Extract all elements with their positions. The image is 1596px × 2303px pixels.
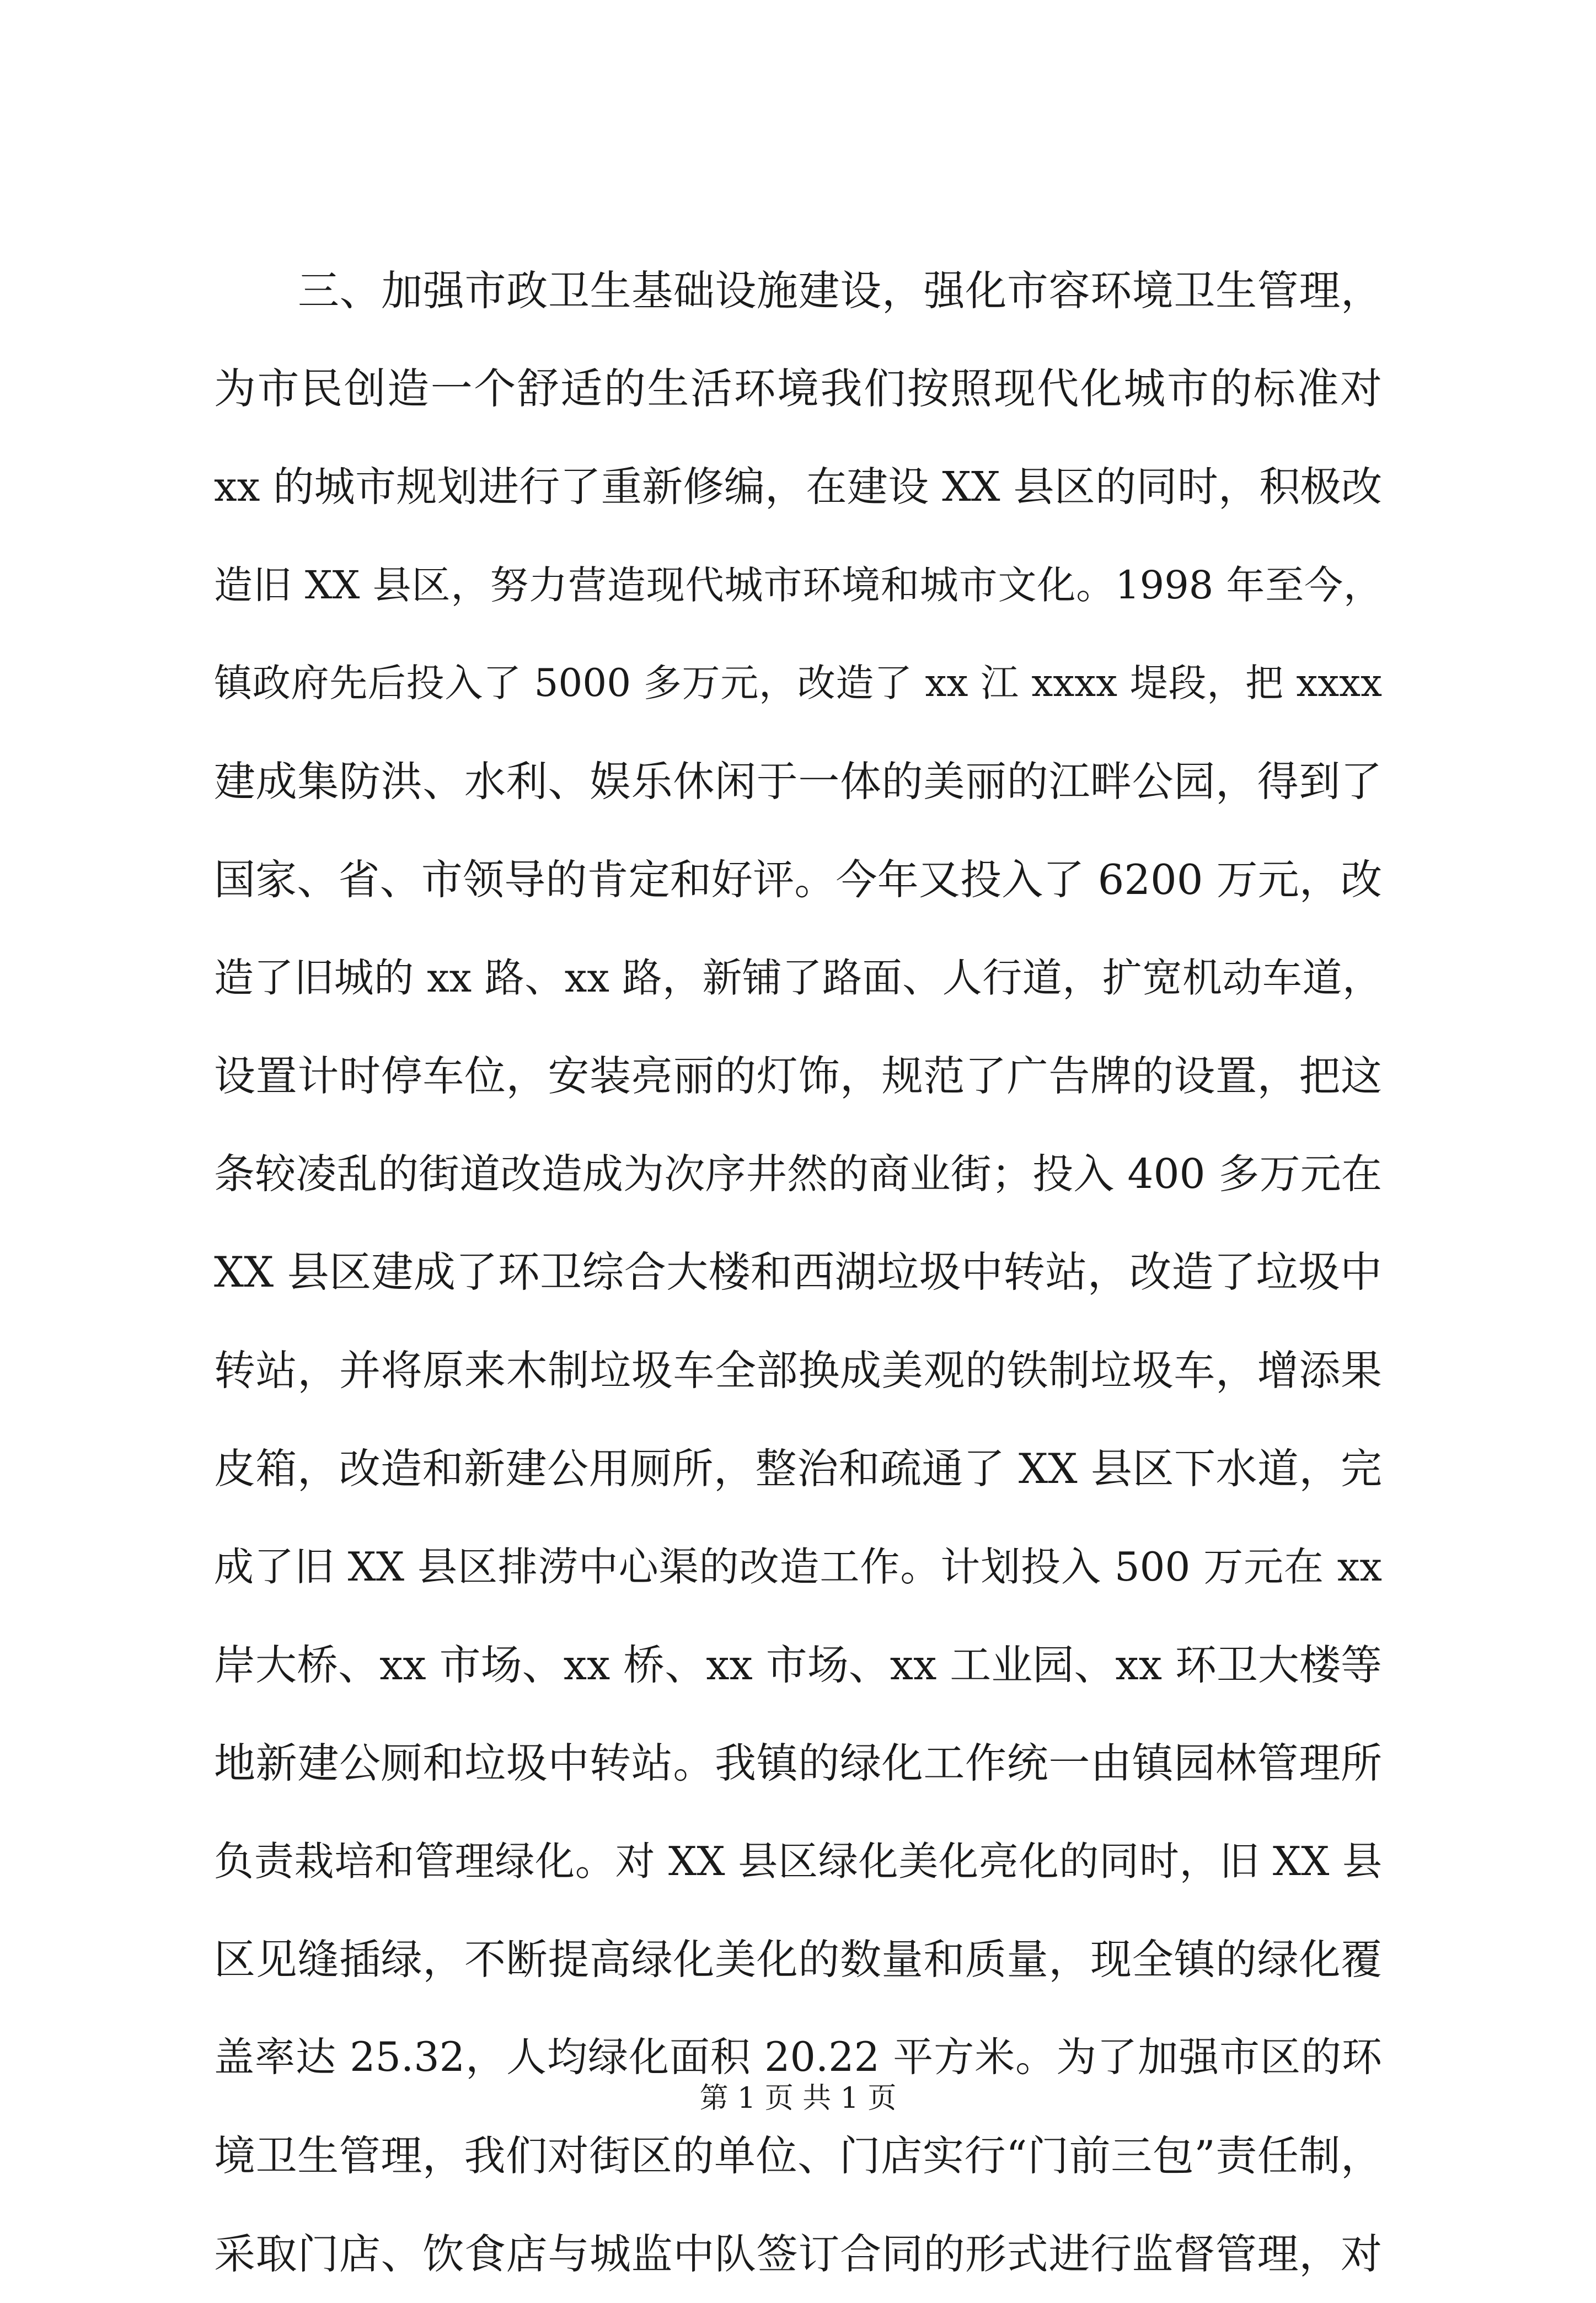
text-line: 地新建公厕和垃圾中转站。我镇的绿化工作统一由镇园林管理所	[214, 1739, 1382, 1787]
page-number-label: 第 1 页 共 1 页	[699, 2082, 897, 2115]
text-line: 三、加强市政卫生基础设施建设，强化市容环境卫生管理，	[298, 266, 1382, 315]
text-line: 采取门店、饮食店与城监中队签订合同的形式进行监督管理，对	[214, 2230, 1382, 2278]
text-line: xx 的城市规划进行了重新修编，在建设 XX 县区的同时，积极改	[214, 463, 1382, 511]
page-footer	[0, 2082, 1596, 2115]
text-line: 境卫生管理，我们对街区的单位、门店实行“门前三包”责任制，	[214, 2131, 1382, 2180]
text-line: 镇政府先后投入了 5000 多万元，改造了 xx 江 xxxx 堤段，把 xxxx	[214, 661, 1382, 705]
text-line: 盖率达 25.32，人均绿化面积 20.22 平方米。为了加强市区的环	[214, 2034, 1382, 2081]
text-line: 转站，并将原来木制垃圾车全部换成美观的铁制垃圾车，增添果	[214, 1346, 1382, 1395]
text-line: 造了旧城的 xx 路、xx 路，新铺了路面、人行道，扩宽机动车道，	[214, 955, 1382, 1001]
text-line: 负责栽培和管理绿化。对 XX 县区绿化美化亮化的同时，旧 XX 县	[214, 1838, 1382, 1884]
text-line: 成了旧 XX 县区排涝中心渠的改造工作。计划投入 500 万元在 xx	[214, 1544, 1382, 1590]
text-line: 条较凌乱的街道改造成为次序井然的商业街；投入 400 多万元在	[214, 1150, 1382, 1198]
text-line: 设置计时停车位，安装亮丽的灯饰，规范了广告牌的设置，把这	[214, 1052, 1382, 1100]
text-line: 岸大桥、xx 市场、xx 桥、xx 市场、xx 工业园、xx 环卫大楼等	[214, 1641, 1382, 1689]
document-body	[214, 242, 1382, 2303]
text-line: 皮箱，改造和新建公用厕所，整治和疏通了 XX 县区下水道，完	[214, 1444, 1382, 1493]
text-line: 为市民创造一个舒适的生活环境我们按照现代化城市的标准对	[214, 364, 1382, 413]
text-line: 国家、省、市领导的肯定和好评。今年又投入了 6200 万元，改	[214, 855, 1382, 904]
text-line: 区见缝插绿，不断提高绿化美化的数量和质量，现全镇的绿化覆	[214, 1935, 1382, 1984]
text-line: 建成集防洪、水利、娱乐休闲于一体的美丽的江畔公园，得到了	[214, 757, 1382, 806]
text-line: XX 县区建成了环卫综合大楼和西湖垃圾中转站，改造了垃圾中	[214, 1247, 1382, 1297]
text-line: 造旧 XX 县区，努力营造现代城市环境和城市文化。1998 年至今，	[214, 563, 1382, 608]
